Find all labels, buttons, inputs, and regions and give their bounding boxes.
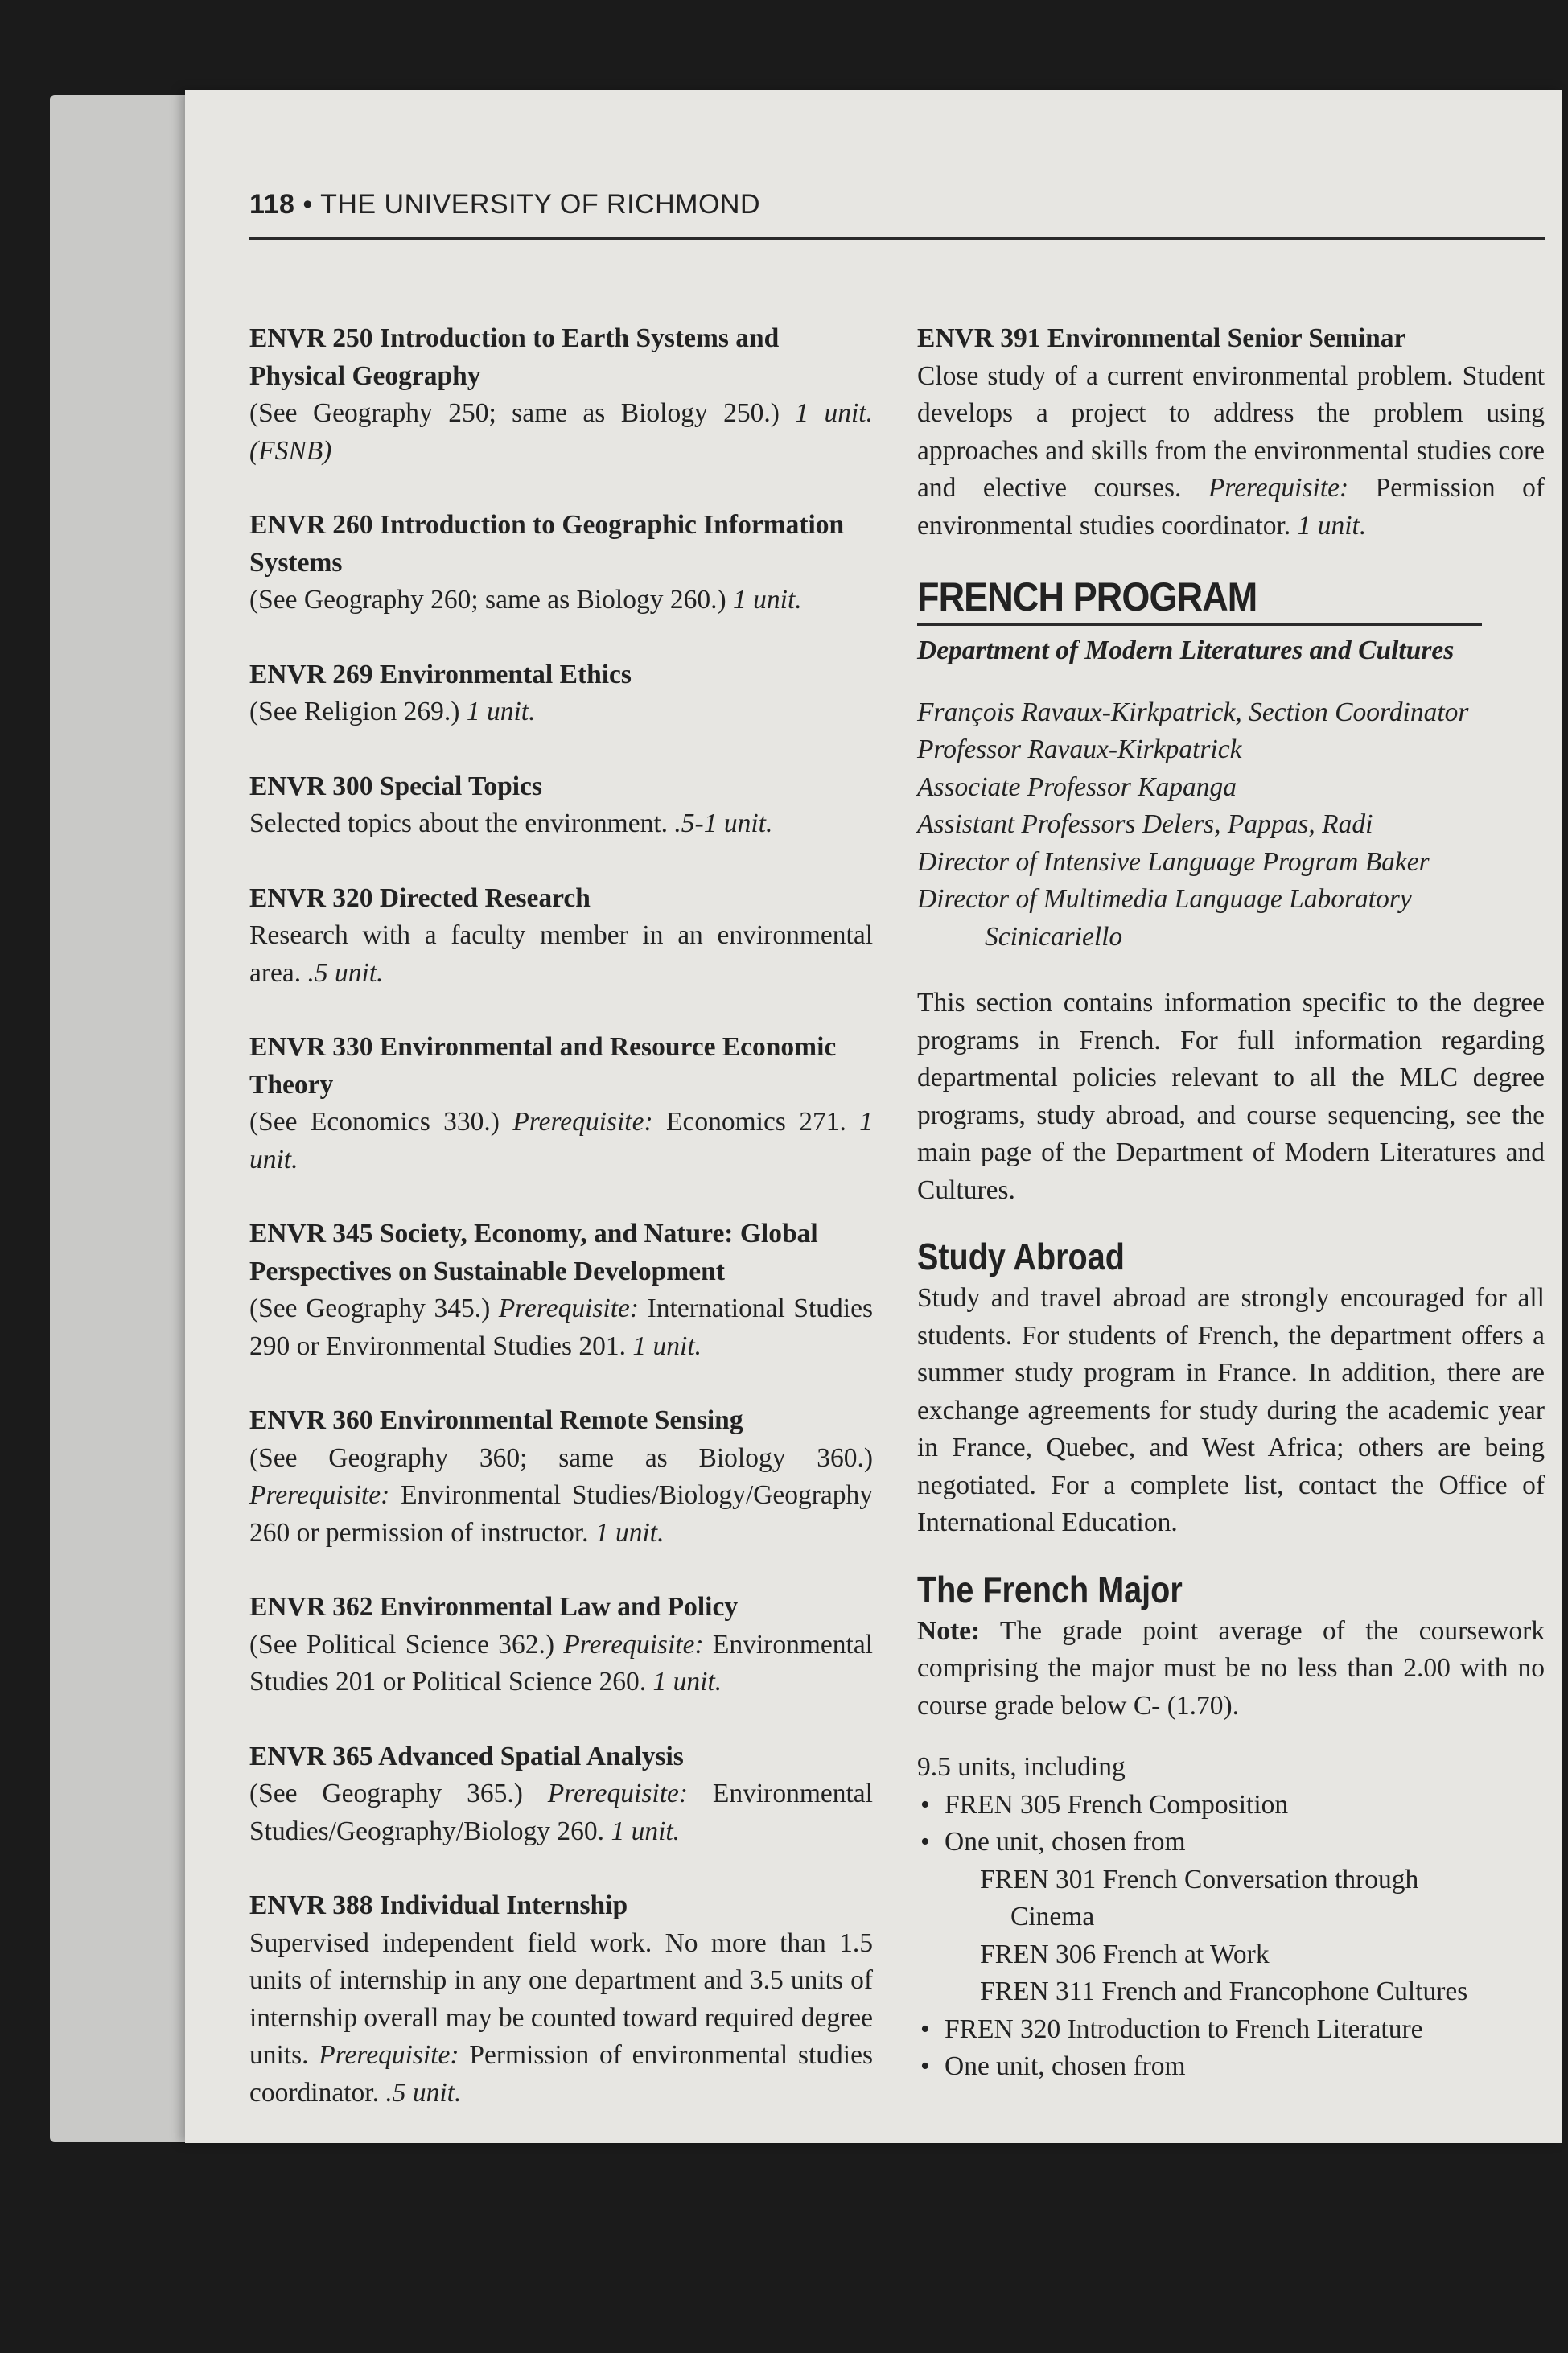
list-item: • FREN 320 Introduction to French Literature (917, 2011, 1545, 2049)
course-description: (See Religion 269.) 1 unit. (249, 697, 536, 726)
course-credit: 1 unit. (595, 1517, 665, 1548)
note-label: Note: (917, 1615, 981, 1646)
major-note: Note: The grade point average of the coursework comprising the major must be no less than 2.00 with no course grade below C- (1.70). (917, 1615, 1545, 1721)
subsection-heading: Study Abroad (917, 1236, 1125, 1277)
course-title: ENVR 330 Environmental and Resource Economic Theory (249, 1032, 837, 1100)
course-title: ENVR 365 Advanced Spatial Analysis (249, 1741, 684, 1771)
course-credit: .5 unit. (307, 957, 384, 988)
course-entry (249, 1402, 873, 1552)
list-item: • One unit, chosen from (917, 2048, 1545, 2086)
course-description: (See Political Science 362.) Prerequisite: Environmental Studies 201 or Political Science 260. 1 unit. (249, 1629, 873, 1697)
sub-list-item: FREN 311 French and Francophone Cultures (980, 1977, 1468, 2006)
page-number: 118 (249, 189, 295, 220)
sub-list (917, 1861, 1545, 2011)
course-title: ENVR 320 Directed Research (249, 882, 591, 913)
course-description: Research with a faculty member in an environmental area. .5 unit. (249, 920, 873, 988)
course-entry (249, 1738, 873, 1851)
course-description: (See Geography 360; same as Biology 360.) Prerequisite: Environmental Studies/Biology/Geography 260 or permission of instructor. 1 unit. (249, 1442, 873, 1548)
course-credit: 1 unit. (1297, 510, 1367, 541)
prerequisite-label: Prerequisite: (319, 2040, 459, 2070)
right-column (917, 320, 1545, 2086)
course-credit: .5-1 unit. (674, 808, 773, 838)
course-credit: 1 unit. (611, 1816, 681, 1846)
course-credit: 1 unit. (632, 1331, 702, 1361)
intro-paragraph: This section contains information specific to the degree programs in French. For full information regarding departmental policies relevant to all the MLC degree programs, study abroad, and course sequencing, see the main page of the Department of Modern Literatures and Cultures. (917, 988, 1545, 1205)
course-entry (249, 768, 873, 843)
course-description: Close study of a current environmental problem. Student develops a project to address the problem using approaches and skills from the environmental studies core and elective courses. Prerequisite: Permission of environmental studies coordinator. 1 unit. (917, 360, 1545, 541)
course-description: (See Geography 345.) Prerequisite: International Studies 290 or Environmental Studies 201. 1 unit. (249, 1294, 873, 1361)
study-abroad-paragraph: Study and travel abroad are strongly encouraged for all students. For students of French, the department offers a summer study program in France. In addition, there are exchange agreements for study during the academic year in France, Quebec, and West Africa; others are being negotiated. For a complete list, contact the Office of International Education. (917, 1283, 1545, 1537)
list-item: • FREN 305 French Composition (917, 1787, 1545, 1824)
course-entry (249, 507, 873, 619)
header-text (249, 189, 760, 220)
left-column (249, 320, 873, 2149)
course-description: Supervised independent field work. No more than 1.5 units of internship in any one department and 3.5 units of internship overall may be counted toward required degree units. Prerequisite: Permission of environmental studies coordinator. .5 unit. (249, 1927, 873, 2108)
course-title: ENVR 269 Environmental Ethics (249, 659, 632, 689)
course-title: ENVR 260 Introduction to Geographic Information Systems (249, 510, 845, 578)
faculty-line: Professor Ravaux-Kirkpatrick (917, 734, 1242, 764)
header-title: THE UNIVERSITY OF RICHMOND (320, 189, 761, 220)
faculty-line: Scinicariello (985, 921, 1123, 952)
faculty-line: François Ravaux-Kirkpatrick, Section Coordinator (917, 697, 1469, 727)
course-entry (249, 1887, 873, 2112)
sub-list-item: FREN 301 French Conversation through (980, 1864, 1419, 1894)
course-entry (249, 1029, 873, 1179)
course-entry (249, 1589, 873, 1701)
course-title: ENVR 391 Environmental Senior Seminar (917, 323, 1406, 353)
course-description: (See Geography 365.) Prerequisite: Environmental Studies/Geography/Biology 260. 1 unit. (249, 1779, 873, 1846)
faculty-line: Associate Professor Kapanga (917, 771, 1237, 802)
course-title: ENVR 345 Society, Economy, and Nature: Global Perspectives on Sustainable Development (249, 1219, 818, 1286)
department-name: Department of Modern Literatures and Cultures (917, 636, 1455, 665)
course-title: ENVR 362 Environmental Law and Policy (249, 1592, 739, 1622)
prerequisite-label: Prerequisite: (249, 1480, 390, 1510)
faculty-list (917, 694, 1545, 956)
course-credit: 1 unit. (FSNB) (249, 398, 873, 466)
faculty-line: Director of Multimedia Language Laboratory (917, 884, 1412, 914)
course-description: (See Geography 250; same as Biology 250.) 1 unit. (FSNB) (249, 398, 873, 466)
course-title: ENVR 360 Environmental Remote Sensing (249, 1405, 743, 1435)
course-description: (See Economics 330.) Prerequisite: Economics 271. 1 unit. (249, 1107, 873, 1174)
prerequisite-label: Prerequisite: (563, 1629, 704, 1660)
header-bullet: • (302, 189, 313, 220)
sub-list-item: FREN 306 French at Work (980, 1939, 1270, 1969)
course-entry (917, 320, 1545, 545)
course-credit: .5 unit. (385, 2077, 462, 2108)
course-credit: 1 unit. (652, 1667, 722, 1697)
faculty-line: Assistant Professors Delers, Pappas, Radi (917, 809, 1373, 839)
running-header (249, 189, 1545, 240)
prerequisite-label: Prerequisite: (547, 1779, 689, 1808)
sub-list-item-cont: Cinema (1010, 1902, 1095, 1931)
units-line: 9.5 units, including (917, 1752, 1126, 1782)
prerequisite-label: Prerequisite: (1208, 473, 1349, 503)
subsection-heading: The French Major (917, 1568, 1183, 1610)
requirements-list (917, 1787, 1545, 2086)
prerequisite-label: Prerequisite: (498, 1294, 640, 1323)
course-credit: 1 unit. (466, 697, 536, 726)
section-heading: FRENCH PROGRAM (917, 574, 1482, 626)
course-entry (249, 320, 873, 470)
course-title: ENVR 250 Introduction to Earth Systems and Physical Geography (249, 323, 780, 391)
course-description: (See Geography 260; same as Biology 260.) 1 unit. (249, 585, 802, 615)
prerequisite-label: Prerequisite: (512, 1107, 653, 1137)
course-entry (249, 880, 873, 993)
course-entry (249, 656, 873, 731)
course-description: Selected topics about the environment. .5-1 unit. (249, 808, 773, 838)
course-title: ENVR 300 Special Topics (249, 771, 542, 801)
list-item: • One unit, chosen from (917, 1824, 1545, 1861)
faculty-line: Director of Intensive Language Program Baker (917, 846, 1430, 877)
course-entry (249, 1216, 873, 1365)
course-credit: 1 unit. (733, 585, 802, 615)
course-title: ENVR 388 Individual Internship (249, 1890, 628, 1920)
course-credit: 1 unit. (249, 1107, 873, 1174)
